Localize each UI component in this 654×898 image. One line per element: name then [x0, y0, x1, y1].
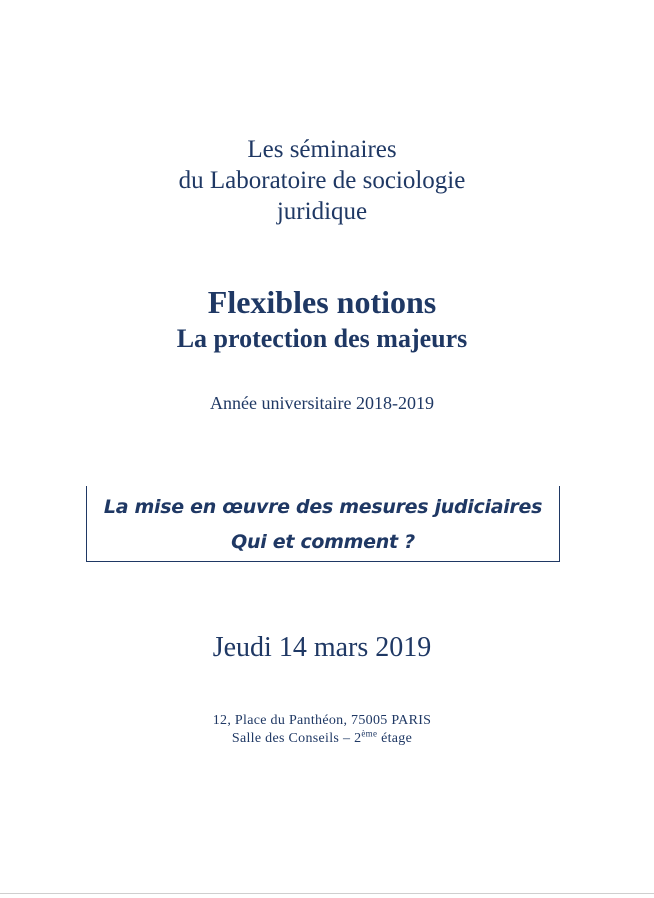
- series-line-2: du Laboratoire de sociologie: [178, 167, 466, 194]
- series-line-1: Les séminaires: [247, 136, 397, 163]
- event-address: [0, 712, 644, 748]
- academic-year: Année universitaire 2018-2019: [210, 393, 434, 413]
- address-floor: étage: [377, 731, 413, 746]
- page-subtitle: La protection des majeurs: [176, 324, 468, 353]
- address-line-2: [0, 730, 644, 748]
- page-title: Flexibles notions: [207, 284, 437, 320]
- event-date: Jeudi 14 mars 2019: [212, 632, 432, 663]
- address-room: Salle des Conseils – 2: [231, 731, 362, 746]
- page-bottom-divider: [0, 893, 654, 894]
- series-line-3: juridique: [276, 198, 368, 225]
- ordinal-suffix: ème: [361, 728, 378, 739]
- topic-line-2: Qui et comment ?: [231, 531, 415, 553]
- address-line-1: 12, Place du Panthéon, 75005 PARIS: [212, 713, 432, 728]
- session-topic-box: [86, 486, 560, 562]
- seminar-series-heading: [0, 134, 644, 227]
- topic-line-1: La mise en œuvre des mesures judiciaires: [103, 496, 543, 518]
